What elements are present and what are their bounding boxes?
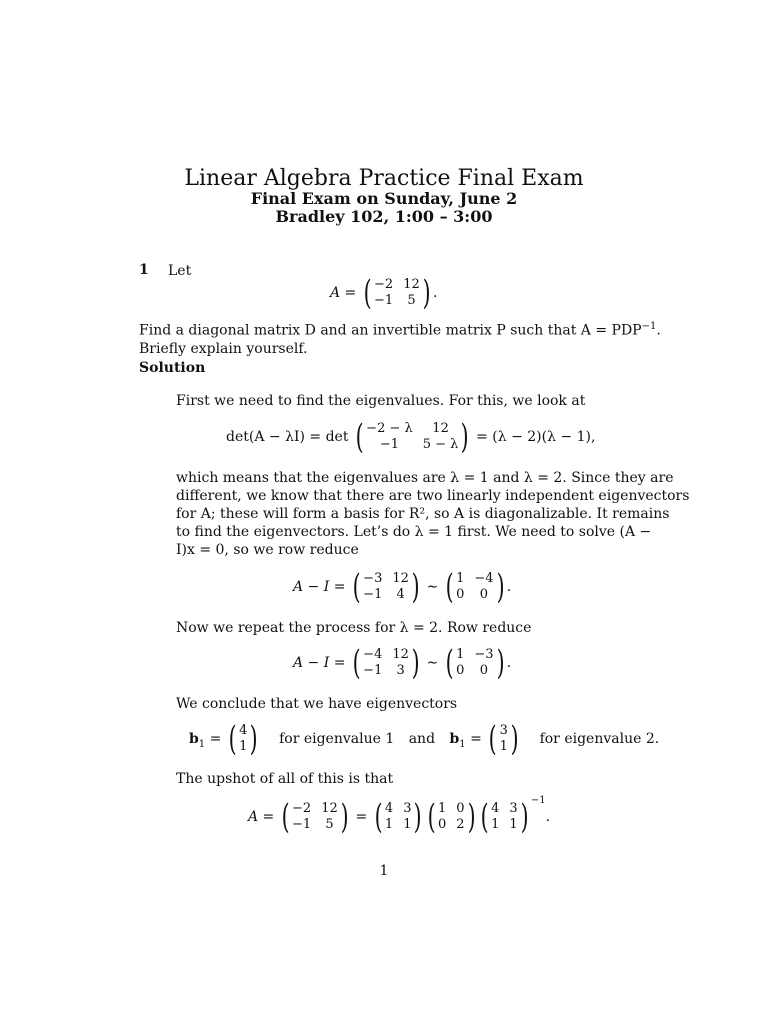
matrix-cell: 3: [509, 801, 518, 816]
paragraph-line: for A; these will form a basis for R², so A is diagonalizable. It remains: [176, 506, 670, 522]
page-title: Linear Algebra Practice Final Exam: [184, 166, 584, 191]
final-period: .: [545, 809, 551, 825]
problem-matrix-equation: [330, 273, 438, 313]
final-matrix-d: ( 1 0 0 2 ): [427, 797, 476, 837]
determinant-equation: [226, 417, 596, 457]
matrix-cell: 12: [392, 571, 409, 586]
sim-symbol: ∼: [426, 579, 439, 595]
det-lhs: det(A − λI) = det: [226, 429, 349, 445]
page-number: 1: [379, 863, 389, 879]
solution-heading: Solution: [139, 360, 206, 376]
matrix-cell: 3: [396, 663, 405, 678]
matrix-cell: 0: [456, 587, 465, 602]
matrix-cell: 1: [456, 647, 465, 662]
vector-cell: 1: [499, 739, 508, 754]
paragraph-line: which means that the eigenvalues are λ = 1 and λ = 2. Since they are: [176, 470, 674, 486]
matrix-cell: −4: [363, 647, 383, 662]
b1-label: b: [189, 731, 199, 747]
matrix-cell: 0: [479, 663, 489, 678]
matrix-cell: −3: [474, 647, 494, 662]
matrix-cell: 12: [392, 647, 409, 662]
rr2-matrix-1: ( −4 12 −1 3 ): [352, 643, 420, 683]
problem-number: 1: [139, 262, 149, 278]
rr2-lhs: A − I =: [293, 655, 346, 671]
b1-subscript: 1: [198, 738, 206, 750]
matrix-cell: −1: [363, 587, 383, 602]
upshot-text: The upshot of all of this is that: [176, 771, 394, 787]
matrix-cell: 12: [403, 277, 420, 292]
row-reduce-2: [293, 643, 512, 683]
matrix-cell: 0: [438, 817, 447, 832]
b2-vector: ( 3 1 ): [488, 719, 519, 759]
rr2-matrix-2: ( 1 −3 0 0 ): [445, 643, 505, 683]
b2-label: b: [449, 731, 460, 747]
b2-subscript: 1: [459, 738, 466, 750]
paragraph-line: I)x = 0, so we row reduce: [176, 542, 359, 558]
solution-intro: First we need to find the eigenvalues. For this, we look at: [176, 393, 586, 409]
matrix-cell: 12: [321, 801, 338, 816]
prompt-line-2: Briefly explain yourself.: [139, 340, 308, 357]
matrix-cell: 1: [491, 817, 500, 832]
vector-cell: 3: [499, 723, 508, 738]
final-decomposition: [248, 795, 551, 837]
matrix-cell: 3: [403, 801, 412, 816]
conclude-text: We conclude that we have eigenvectors: [176, 696, 458, 712]
matrix-cell: 5 − λ: [422, 437, 459, 452]
matrix-cell: 12: [432, 421, 449, 436]
exam-location: Bradley 102, 1:00 – 3:00: [275, 207, 493, 226]
paragraph-line: to find the eigenvectors. Let’s do λ = 1 first. We need to solve (A −: [176, 524, 652, 540]
matrix-cell: −3: [363, 571, 383, 586]
matrix-cell: 4: [396, 587, 405, 602]
matrix-cell: 0: [456, 663, 465, 678]
matrix-cell: −4: [474, 571, 494, 586]
eigenvectors-line: $b_1$ = ( 4 1 ) for eigenvalue 1 and $b_1$ = ( 3 1 ) for eigenvalue 2.: [189, 719, 660, 759]
matrix-cell: −2 − λ: [366, 421, 413, 436]
matrix-cell: 4: [384, 801, 394, 816]
matrix-cell: 1: [438, 801, 447, 816]
matrix-cell: 1: [384, 817, 394, 832]
repeat-text: Now we repeat the process for λ = 2. Row reduce: [176, 620, 532, 636]
matrix-cell: 1: [403, 817, 412, 832]
b1-vector: ( 4 1 ): [228, 719, 258, 759]
final-matrix-p-inverse: ( 4 3 1 1 ): [480, 797, 529, 837]
vector-cell: 1: [239, 739, 248, 754]
inverse-exponent: −1: [530, 795, 546, 807]
problem-let: Let: [168, 263, 192, 279]
rr1-matrix-2: ( 1 −4 0 0 ): [445, 567, 505, 607]
final-matrix-a: ( −2 12 −1 5 ): [281, 797, 349, 837]
det-rhs: = (λ − 2)(λ − 1),: [476, 429, 596, 445]
matrix-cell: 0: [479, 587, 489, 602]
equals-sign: =: [355, 809, 368, 825]
prompt-exponent: −1: [641, 321, 657, 332]
matrix-cell: −1: [374, 293, 394, 308]
problem-prompt: [139, 318, 661, 358]
matrix-cell: 5: [325, 817, 334, 832]
matrix-cell: 0: [456, 801, 465, 816]
matrix-a: ( −2 12 −1 5 ): [363, 273, 431, 313]
matrix-cell: 5: [407, 293, 416, 308]
rr1-matrix-1: ( −3 12 −1 4 ): [352, 567, 420, 607]
matrix-cell: 1: [456, 571, 465, 586]
matrix-cell: −1: [363, 663, 383, 678]
matrix-cell: −2: [374, 277, 394, 292]
vector-cell: 4: [239, 723, 248, 738]
prompt-period: .: [656, 322, 661, 339]
rr1-period: .: [506, 579, 512, 595]
matrix-period: .: [433, 285, 438, 301]
final-matrix-p: ( 4 3 1 1 ): [374, 797, 423, 837]
final-lhs: A =: [248, 809, 275, 825]
and-word: and: [408, 731, 436, 747]
det-matrix: ( −2 − λ 12 −1 5 − λ ): [355, 417, 470, 457]
matrix-cell: −2: [292, 801, 312, 816]
matrix-cell: 1: [509, 817, 518, 832]
matrix-cell: 2: [456, 817, 465, 832]
for-eigenvalue-2: for eigenvalue 2.: [539, 731, 660, 747]
for-eigenvalue-1: for eigenvalue 1: [279, 731, 395, 747]
paragraph-line: different, we know that there are two linearly independent eigenvectors: [176, 488, 690, 504]
row-reduce-1: [293, 567, 512, 607]
matrix-cell: 4: [491, 801, 500, 816]
matrix-label: A =: [330, 285, 357, 301]
rr2-period: .: [506, 655, 512, 671]
eigen-paragraph: [176, 469, 689, 559]
exam-date: Final Exam on Sunday, June 2: [250, 189, 518, 208]
rr1-lhs: A − I =: [293, 579, 346, 595]
matrix-cell: −1: [379, 437, 400, 452]
sim-symbol: ∼: [426, 655, 439, 671]
prompt-line-1: Find a diagonal matrix D and an invertible matrix P such that A = PDP: [139, 322, 642, 339]
matrix-cell: −1: [292, 817, 312, 832]
